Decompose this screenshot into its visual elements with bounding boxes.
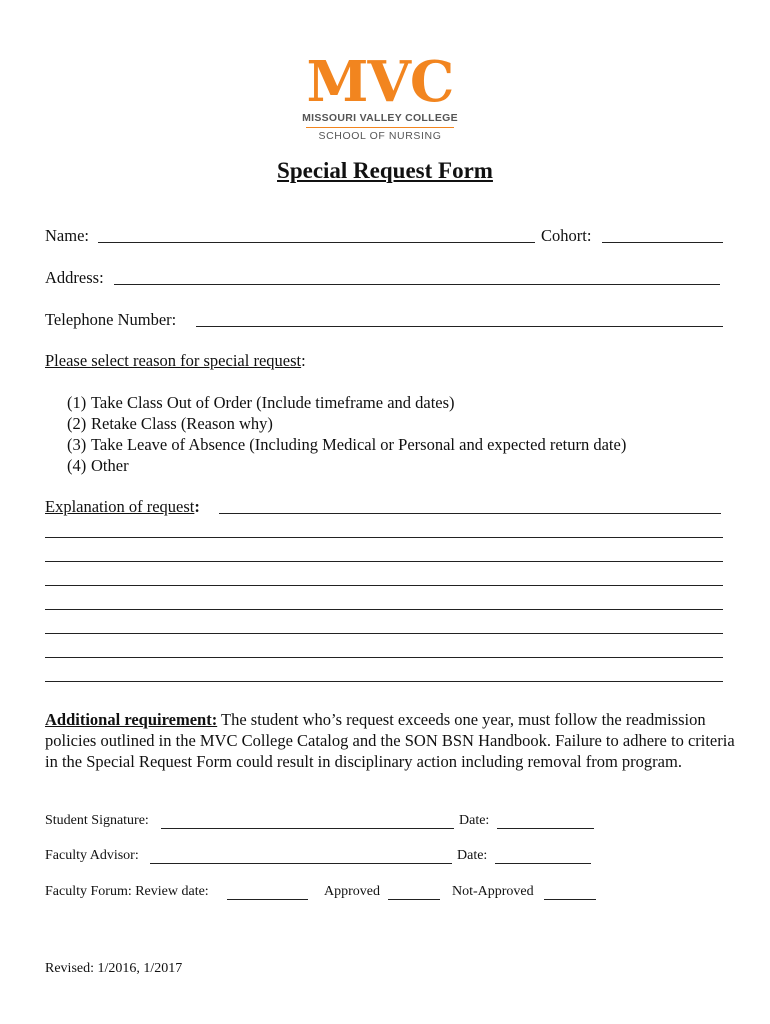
- not-approved-field[interactable]: [544, 899, 596, 900]
- option-number: (2): [67, 414, 87, 433]
- explanation-field-line[interactable]: [45, 633, 723, 634]
- option-take-class-out-of-order[interactable]: Take Class Out of Order (Include timeframe and dates): [91, 393, 455, 412]
- advisor-date-label: Date:: [457, 848, 488, 863]
- faculty-advisor-field[interactable]: [150, 863, 452, 864]
- reason-prompt-text: Please select reason for special request: [45, 351, 302, 370]
- additional-requirement-label: Additional requirement:: [45, 710, 218, 729]
- review-date-field[interactable]: [227, 899, 308, 900]
- logo-college-name: MISSOURI VALLEY COLLEGE: [302, 112, 458, 124]
- explanation-field-line[interactable]: [45, 609, 723, 610]
- option-number: (1): [67, 393, 87, 412]
- option-retake-class[interactable]: Retake Class (Reason why): [91, 414, 273, 433]
- explanation-label: [45, 497, 200, 517]
- faculty-advisor-label: Faculty Advisor:: [45, 848, 139, 863]
- mvc-logo: [300, 46, 460, 146]
- student-date-field[interactable]: [497, 828, 594, 829]
- revision-note: Revised: 1/2016, 1/2017: [45, 961, 183, 976]
- additional-requirement-text: The student who’s request exceeds one year, must follow the readmission policies outlined in the MVC College Catalog and the SON BSN Handbook. Failure to adhere to criteria in the Special Request Form could result in disciplinary action including removal from program.: [45, 710, 735, 771]
- student-date-label: Date:: [459, 813, 490, 828]
- explanation-field-line[interactable]: [45, 585, 723, 586]
- telephone-label: Telephone Number:: [45, 310, 177, 329]
- approved-field[interactable]: [388, 899, 440, 900]
- option-other[interactable]: Other: [91, 456, 129, 475]
- explanation-field-line[interactable]: [45, 561, 723, 562]
- explanation-label-text: Explanation of request: [45, 497, 195, 516]
- explanation-colon: :: [194, 497, 200, 516]
- student-signature-field[interactable]: [161, 828, 454, 829]
- name-field[interactable]: [98, 242, 535, 243]
- name-label: Name:: [45, 226, 89, 245]
- logo-divider: [306, 127, 454, 128]
- additional-requirement: [45, 709, 735, 772]
- form-title: Special Request Form: [277, 158, 493, 183]
- telephone-field[interactable]: [196, 326, 723, 327]
- cohort-label: Cohort:: [541, 226, 592, 245]
- approved-label: Approved: [324, 884, 380, 899]
- explanation-field-line[interactable]: [45, 537, 723, 538]
- option-number: (3): [67, 435, 87, 454]
- student-signature-label: Student Signature:: [45, 813, 149, 828]
- reason-prompt: [45, 351, 306, 371]
- explanation-field-line[interactable]: [219, 513, 721, 514]
- faculty-forum-review-date-label: Faculty Forum: Review date:: [45, 884, 209, 899]
- cohort-field[interactable]: [602, 242, 723, 243]
- option-number: (4): [67, 456, 87, 475]
- explanation-field-line[interactable]: [45, 681, 723, 682]
- logo-mark: MVC: [306, 49, 454, 115]
- explanation-field-line[interactable]: [45, 657, 723, 658]
- not-approved-label: Not-Approved: [452, 884, 534, 899]
- logo-school-name: SCHOOL OF NURSING: [318, 130, 442, 142]
- option-leave-of-absence[interactable]: Take Leave of Absence (Including Medical or Personal and expected return date): [91, 435, 627, 454]
- address-label: Address:: [45, 268, 104, 287]
- reason-prompt-colon: :: [301, 351, 306, 370]
- address-field[interactable]: [114, 284, 720, 285]
- advisor-date-field[interactable]: [495, 863, 591, 864]
